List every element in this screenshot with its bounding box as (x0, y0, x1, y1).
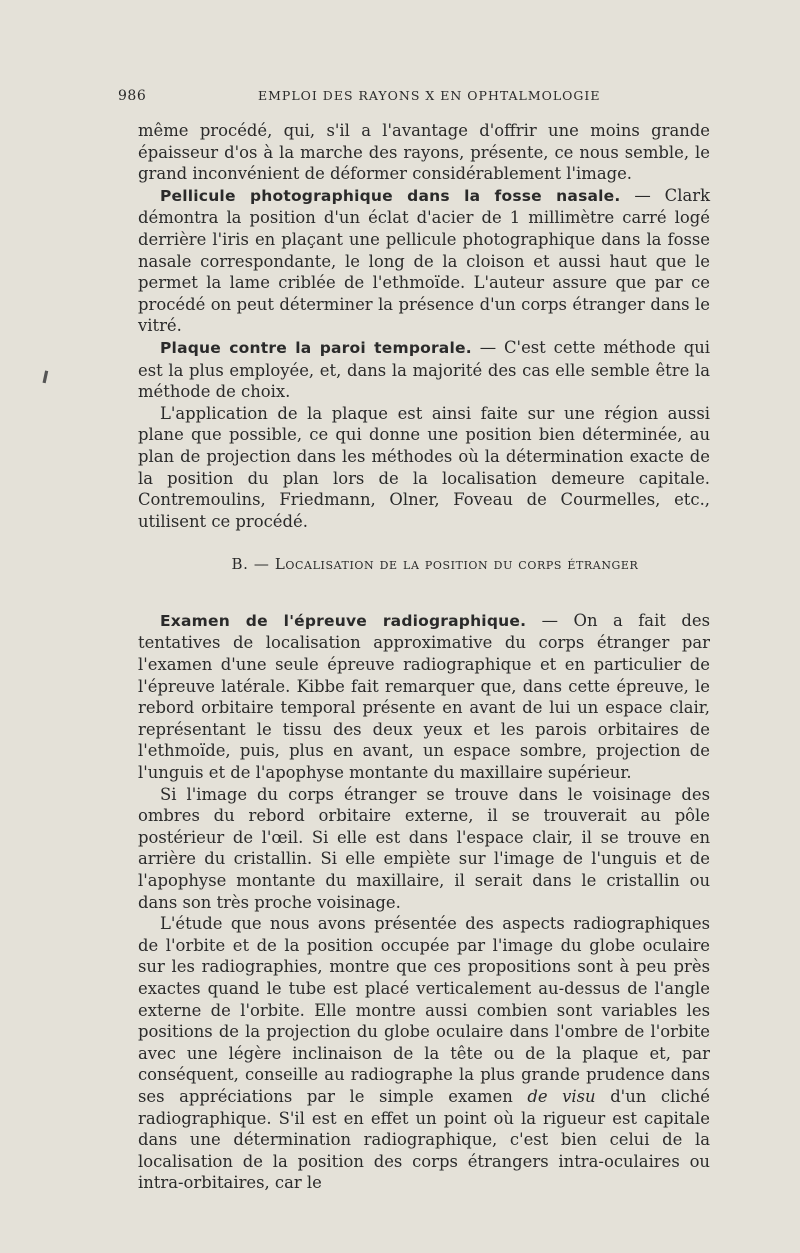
run-in-heading: Plaque contre la paroi temporale. (160, 338, 472, 357)
paragraph-text: Si l'image du corps étranger se trouve dans le voisinage des ombres du rebord orbitaire externe, il se trouverait au pôle postérieur de l'œil. Si elle est dans l'espace clair, il se trouve en arrière du cristallin. Si elle empiète sur l'image de l'unguis et de l'apophyse montante du maxillaire, il serait dans le cristallin ou dans son très proche voisinage. (138, 784, 710, 912)
running-title: EMPLOI DES RAYONS X EN OPHTALMOLOGIE (258, 88, 601, 103)
paragraph-text: — On a fait des tentatives de localisation approximative du corps étranger par l'examen d'une seule épreuve radiographique et en particulier de l'épreuve latérale. Kibbe fait remarquer que, dans cette épreuve, le rebord orbitaire temporal présente en avant de lui un espace clair, représentant le tissu des deux yeux et les parois orbitaires de l'ethmoïde, puis, plus en avant, un espace sombre, projection de l'unguis et de l'apophyse montante du maxillaire supérieur. (138, 610, 710, 783)
paragraph-text: — Clark démontra la position d'un éclat d'acier de 1 millimètre carré logé derrière l'iris en plaçant une pellicule photographique dans la fosse nasale correspondante, le long de la cloison et aussi haut que le permet la lame criblée de l'ethmoïde. L'auteur assure que par ce procédé on peut déterminer la présence d'un corps étranger dans le vitré. (138, 185, 711, 336)
section-heading (138, 554, 710, 576)
margin-mark: I (39, 367, 51, 389)
paragraph-nasal-film (138, 185, 710, 337)
paragraph-foreign-body-image (138, 784, 710, 914)
paragraph-plate-application (138, 403, 710, 533)
section-title: Localisation de la position du corps étranger (274, 555, 639, 574)
paragraph-text: L'étude que nous avons présentée des aspects radiographiques de l'orbite et de la position occupée par l'image du globe oculaire sur les radiographies, montre que ces propositions sont à peu près exactes quand le tube est placé verticalement au-dessus de l'angle externe de l'orbite. Elle montre aussi combien sont variables les positions de la projection du globe oculaire dans l'ombre de l'orbite avec une légère inclinaison de la tête ou de la plaque et, par conséquent, conseille au radiographe la plus grande prudence dans ses appréciations par le simple examen (138, 914, 710, 1106)
run-in-heading: Examen de l'épreuve radiographique. (160, 611, 527, 630)
paragraph-examination (138, 610, 710, 784)
italic-phrase: de visu (527, 1086, 596, 1106)
page-header (118, 86, 710, 108)
run-in-heading: Pellicule photographique dans la fosse nasale. (160, 186, 621, 205)
paragraph-text: — C'est cette méthode qui est la plus employée, et, dans la majorité des cas elle semble être la méthode de choix. (138, 337, 710, 402)
paragraph-study (138, 913, 710, 1194)
paragraph-text: L'application de la plaque est ainsi faite sur une région aussi plane que possible, ce qui donne une position bien déterminée, au plan de projection dans les méthodes où la détermination exacte de la position du plan lors de la localisation demeure capitale. Contremoulins, Friedmann, Olner, Foveau de Courmelles, etc., utilisent ce procédé. (138, 403, 710, 531)
paragraph-continuation (138, 120, 710, 185)
body-text (138, 120, 710, 1194)
page-number: 986 (118, 88, 147, 104)
paragraph-temporal-plate (138, 337, 710, 403)
paragraph-text: même procédé, qui, s'il a l'avantage d'offrir une moins grande épaisseur d'os à la marche des rayons, présente, ce nous semble, le grand inconvénient de déformer considérablement l'image. (138, 121, 710, 184)
section-letter: B. — (231, 555, 275, 574)
paragraph-text: d'un cliché radiographique. S'il est en effet un point où la rigueur est capitale dans une détermination radiographique, c'est bien celui de la localisation de la position des corps étrangers intra-oculaires ou intra-orbitaires, car le (138, 1086, 710, 1193)
